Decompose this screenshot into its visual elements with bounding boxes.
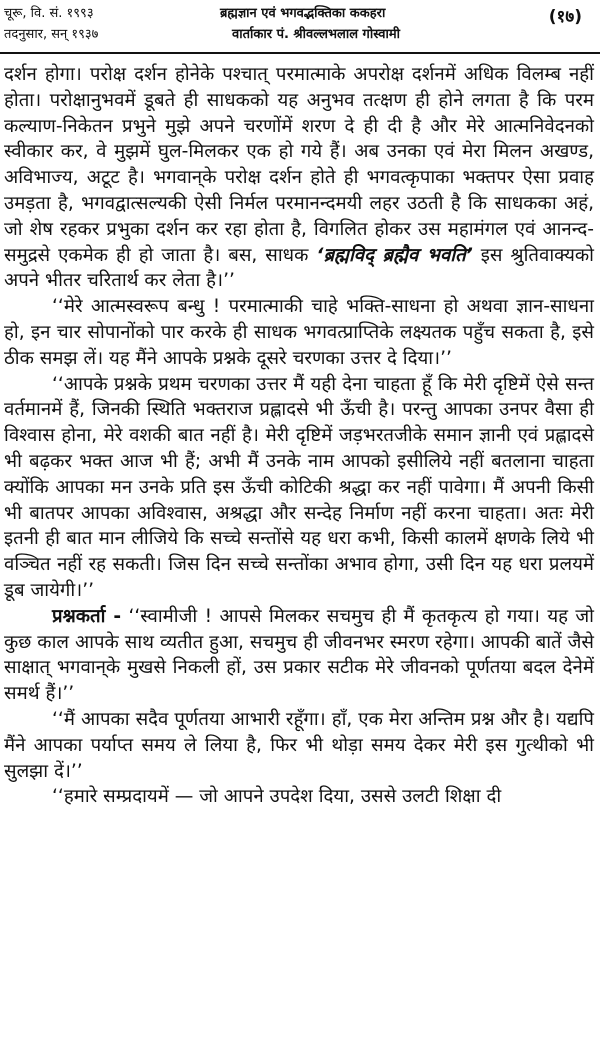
running-header	[0, 0, 600, 54]
paragraph-text: ‘‘स्वामीजी ! आपसे मिलकर सचमुच ही मैं कृतकृत्य हो गया। यह जो कुछ काल आपके साथ व्यतीत हुआ, सचमुच ही जीवनभर स्मरण रहेगा। आपकी बातें जैसे साक्षात् भगवान्‌के मुखसे निकली हों, उस प्रकार सटीक मेरे जीवनको पूर्णतया बदल देनेमें समर्थ हैं।’’	[4, 605, 594, 705]
paragraph	[4, 62, 594, 294]
header-date-samvat: चूरू, वि. सं. १९९३	[4, 6, 94, 21]
header-book-title: ब्रह्मज्ञान एवं भगवद्भक्तिका ककहरा	[220, 6, 386, 21]
paragraph-text: इस श्रुतिवाक्यको अपने भीतर चरितार्थ कर लेता है।’’	[4, 244, 594, 292]
paragraph-text: ‘‘मेरे आत्मस्वरूप बन्धु ! परमात्माकी चाहे भक्ति-साधना हो अथवा ज्ञान-साधना हो, इन चार सोपानोंको पार करके ही साधक भगवत्प्राप्तिके लक्ष्यतक पहुँच सकता है, इसे ठीक समझ लें। यह मैंने आपके प्रश्नके दूसरे चरणका उत्तर दे दिया।’’	[4, 296, 594, 369]
paragraph	[4, 604, 594, 707]
paragraph	[4, 707, 594, 784]
header-divider	[0, 52, 600, 54]
paragraph-text: ‘‘हमारे सम्प्रदायमें — जो आपने उपदेश दिया, उससे उलटी शिक्षा दी	[52, 786, 502, 808]
sanskrit-quote: ‘ब्रह्मविद् ब्रह्मैव भवति’	[316, 244, 473, 266]
body-text	[4, 62, 594, 810]
paragraph-text: ‘‘आपके प्रश्नके प्रथम चरणका उत्तर मैं यही देना चाहता हूँ कि मेरी दृष्टिमें ऐसे सन्त वर्तमानमें हैं, जिनकी स्थिति भक्तराज प्रह्लादसे भी ऊँची है। परन्तु आपका उनपर वैसा ही विश्वास होना, मेरे वशकी बात नहीं है। मेरी दृष्टिमें जड़भरतजीके समान ज्ञानी एवं प्रह्लादसे भी बढ़कर भक्त आज भी हैं; अभी मैं उनके नाम आपको इसीलिये नहीं बतलाना चाहता क्योंकि आपका मन उनके प्रति इस ऊँची कोटिकी श्रद्धा कर नहीं पावेगा। मैं अपनी किसी भी बातपर आपका अविश्वास, अश्रद्धा और सन्देह निर्माण नहीं करना चाहता। अतः मेरी इतनी ही बात मान लीजिये कि सच्चे सन्तोंसे यह धरा कभी, किसी कालमें क्षणके लिये भी वञ्चित नहीं रह सकती। जिस दिन सच्चे सन्तोंका अभाव होगा, उसी दिन यह धरा प्रलयमें डूब जायेगी।’’	[4, 373, 594, 601]
paragraph-text: दर्शन होगा। परोक्ष दर्शन होनेके पश्चात् परमात्माके अपरोक्ष दर्शनमें अधिक विलम्ब नहीं होता। परोक्षानुभवमें डूबते ही साधकको यह अनुभव तत्क्षण ही होने लगता है कि परम कल्याण-निकेतन प्रभुने मुझे अपने चरणोंमें शरण दे ही दी है और मेरे आत्मनिवेदनको स्वीकार कर, वे मुझमें घुल-मिलकर एक हो गये हैं। अब उनका एवं मेरा मिलन अखण्ड, अविभाज्य, अटूट है। भगवान्‌के परोक्ष दर्शन होते ही भगवत्कृपाका भक्तपर ऐसा प्रवाह उमड़ता है, भगवद्वात्सल्यकी ऐसी निर्मल परमानन्दमयी लहर उठती है कि साधकका अहं, जो शेष रहकर प्रभुका दर्शन कर रहा होता है, विगलित होकर उस महामंगल एवं आनन्द-समुद्रसे एकमेक ही हो जाता है। बस, साधक	[4, 64, 594, 266]
header-narrator: वार्ताकार पं. श्रीवल्लभलाल गोस्वामी	[232, 27, 401, 42]
header-date-ad: तदनुसार, सन् १९३७	[4, 27, 99, 42]
paragraph	[4, 784, 594, 810]
paragraph-text: ‘‘मैं आपका सदैव पूर्णतया आभारी रहूँगा। हाँ, एक मेरा अन्तिम प्रश्न और है। यद्यपि मैंने आपका पर्याप्त समय ले लिया है, फिर भी थोड़ा समय देकर मेरी इस गुत्थीको भी सुलझा दें।’’	[4, 708, 594, 782]
paragraph	[4, 372, 594, 604]
speaker-label: प्रश्नकर्ता -	[52, 605, 122, 627]
page-number: (१७)	[548, 7, 582, 27]
paragraph	[4, 294, 594, 371]
